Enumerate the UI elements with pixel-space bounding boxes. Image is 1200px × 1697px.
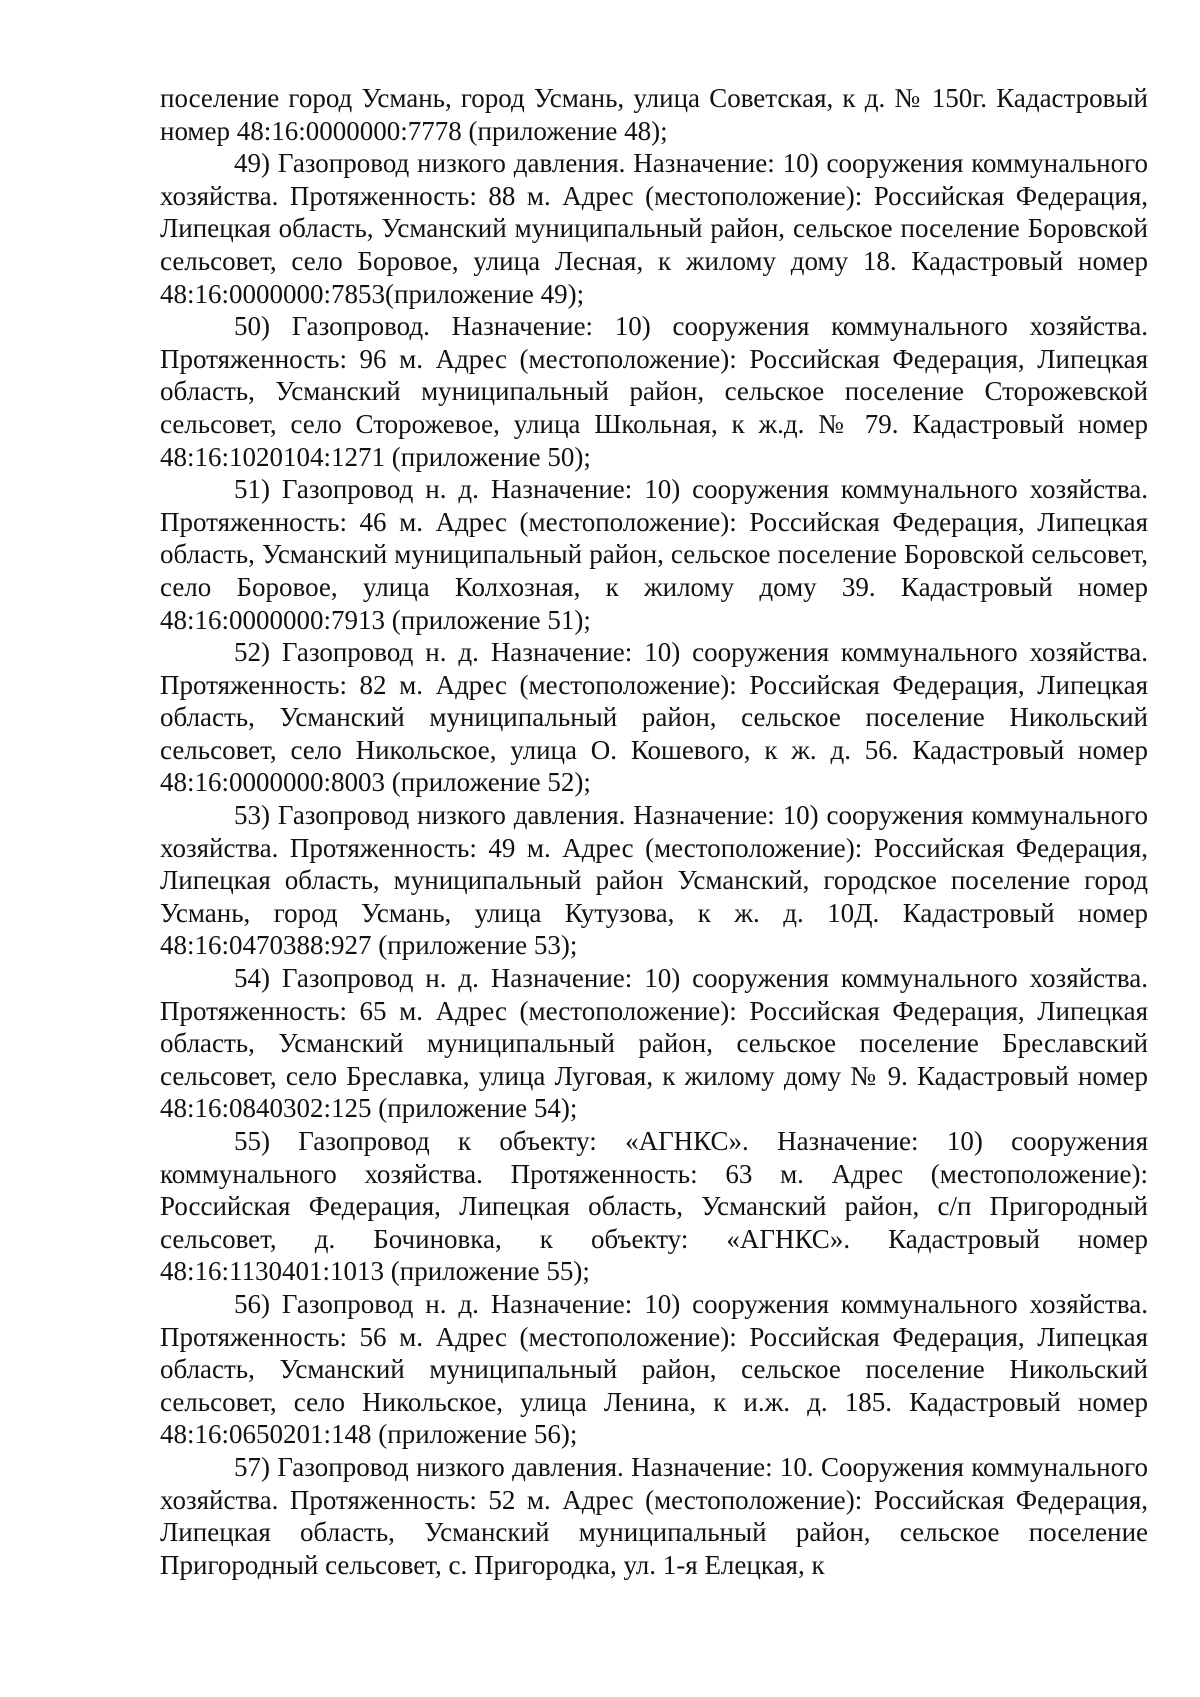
paragraph-item-57: 57) Газопровод низкого давления. Назначение: 10. Сооружения коммунального хозяйства. Протяженность: 52 м. Адрес (местоположение): Российская Федерация, Липецкая область, Усманский муниципальный район, сельское поселение Пригородный сельсовет, с. Пригородка, ул. 1-я Елецкая, к <box>160 1451 1148 1580</box>
paragraph-item-52: 52) Газопровод н. д. Назначение: 10) сооружения коммунального хозяйства. Протяженность: 82 м. Адрес (местоположение): Российская Федерация, Липецкая область, Усманский муниципальный район, сельское поселение Никольский сельсовет, село Никольское, улица О. Кошевого, к ж. д. 56. Кадастровый номер 48:16:0000000:8003 (приложение 52); <box>160 637 1148 798</box>
paragraph-item-54: 54) Газопровод н. д. Назначение: 10) сооружения коммунального хозяйства. Протяженность: 65 м. Адрес (местоположение): Российская Федерация, Липецкая область, Усманский муниципальный район, сельское поселение Бреславский сельсовет, село Бреславка, улица Луговая, к жилому дому № 9. Кадастровый номер 48:16:0840302:125 (приложение 54); <box>160 963 1148 1124</box>
paragraph-item-50: 50) Газопровод. Назначение: 10) сооружения коммунального хозяйства. Протяженность: 96 м. Адрес (местоположение): Российская Федерация, Липецкая область, Усманский муниципальный район, сельское поселение Сторожевской сельсовет, село Сторожевое, улица Школьная, к ж.д. № 79. Кадастровый номер 48:16:1020104:1271 (приложение 50); <box>160 311 1148 472</box>
paragraph-item-51: 51) Газопровод н. д. Назначение: 10) сооружения коммунального хозяйства. Протяженность: 46 м. Адрес (местоположение): Российская Федерация, Липецкая область, Усманский муниципальный район, сельское поселение Боровской сельсовет, село Боровое, улица Колхозная, к жилому дому 39. Кадастровый номер 48:16:0000000:7913 (приложение 51); <box>160 474 1148 635</box>
paragraph-item-56: 56) Газопровод н. д. Назначение: 10) сооружения коммунального хозяйства. Протяженность: 56 м. Адрес (местоположение): Российская Федерация, Липецкая область, Усманский муниципальный район, сельское поселение Никольский сельсовет, село Никольское, улица Ленина, к и.ж. д. 185. Кадастровый номер 48:16:0650201:148 (приложение 56); <box>160 1288 1148 1450</box>
paragraph-item-49: 49) Газопровод низкого давления. Назначение: 10) сооружения коммунального хозяйства. Протяженность: 88 м. Адрес (местоположение): Российская Федерация, Липецкая область, Усманский муниципальный район, сельское поселение Боровской сельсовет, село Боровое, улица Лесная, к жилому дому 18. Кадастровый номер 48:16:0000000:7853(приложение 49); <box>160 148 1148 309</box>
paragraph-continuation: поселение город Усмань, город Усмань, улица Советская, к д. № 150г. Кадастровый номер 48:16:0000000:7778 (приложение 48); <box>160 83 1148 146</box>
paragraph-item-53: 53) Газопровод низкого давления. Назначение: 10) сооружения коммунального хозяйства. Протяженность: 49 м. Адрес (местоположение): Российская Федерация, Липецкая область, муниципальный район Усманский, городское поселение город Усмань, город Усмань, улица Кутузова, к ж. д. 10Д. Кадастровый номер 48:16:0470388:927 (приложение 53); <box>160 800 1148 961</box>
paragraph-item-55: 55) Газопровод к объекту: «АГНКС». Назначение: 10) сооружения коммунального хозяйства. Протяженность: 63 м. Адрес (местоположение): Российская Федерация, Липецкая область, Усманский район, с/п Пригородный сельсовет, д. Бочиновка, к объекту: «АГНКС». Кадастровый номер 48:16:1130401:1013 (приложение 55); <box>160 1126 1148 1287</box>
document-page <box>160 82 1148 1581</box>
